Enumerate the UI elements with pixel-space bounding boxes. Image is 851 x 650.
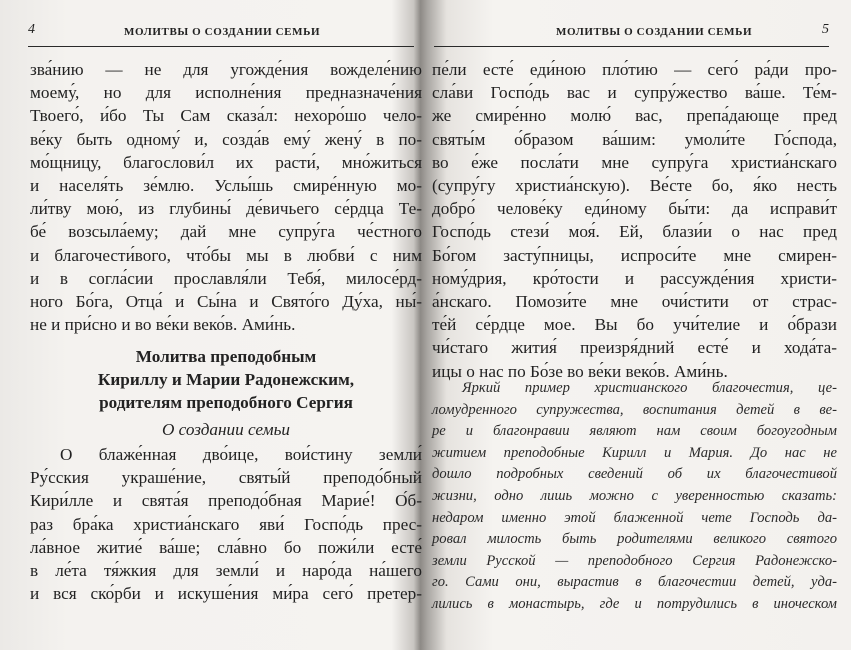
comment-line: жизни, одно лишь можно с уверенностью сказать: (432, 487, 837, 504)
running-head-left (28, 18, 414, 47)
running-head-right (434, 18, 829, 47)
heading-line: Молитва преподобным (135, 347, 317, 366)
text-line: сла́ви Госпо́дь вас и супру́жество ва́ше. Те́м- (432, 83, 837, 103)
text-line: бе́ возсыла́ему; дай мне супру́га че́стного (30, 222, 422, 242)
prayer-text-paragraph-2 (30, 443, 422, 605)
text-line: и благочести́вого, что́бы мы в любви́ с ним (30, 245, 422, 265)
text-line: в ле́та тя́жкия для земли́ и наро́да на́шего (30, 561, 422, 581)
prayer-subtitle: О создании семьи (161, 420, 291, 439)
comment-line: земли Русской — преподобного Сергия Радонежско- (432, 552, 837, 569)
page-number-left: 4 (28, 22, 35, 37)
right-page (430, 0, 851, 650)
running-head-title-left: МОЛИТВЫ О СОЗДАНИИ СЕМЬИ (124, 26, 321, 38)
text-line: Госпо́дь стези́ моя́. Ей, блази́и о нас пред (432, 222, 837, 242)
comment-line: житием преподобные Кирилл и Мария. До нас не (432, 444, 837, 461)
comment-line: ре и благонравии являют нам своим богоугодным (432, 423, 837, 440)
text-line: (супру́гу христиа́нскую). Ве́сте бо, я́ко несть (432, 176, 837, 196)
text-line: чи́стаго жития́ преизря́дний есте́ и хода́та- (432, 338, 837, 358)
text-line: Ру́сския украше́ние, святы́й преподо́бный (30, 468, 422, 488)
text-line: во е́же посла́ти мне супру́га христиа́нскаго (432, 152, 837, 172)
text-line: Кири́лле и свята́я преподо́бная Марие́! О́б- (30, 491, 422, 511)
text-line: а́нскаго. Помози́те мне очи́стити от страс- (432, 292, 837, 312)
comment-line: ровал милость быть родителями великого святого (432, 531, 837, 548)
text-line: Бо́гом засту́пницы, испроси́те мне смирен- (432, 245, 837, 265)
heading-line: родителям преподобного Сергия (99, 393, 353, 413)
text-line: ла́вное житие́ ва́ше; сла́вно бо пожи́ли есте́ (30, 537, 422, 557)
commentary-paragraph (432, 378, 837, 616)
text-line: ве́ку быть одному́ и, созда́в ему́ жену́ в по- (30, 129, 422, 149)
text-line: те́й се́рдце мое. Вы бо учи́телие и о́брази (432, 315, 837, 335)
comment-line: лились в монастырь, где и потрудились в иноческом (432, 595, 837, 612)
text-line: добро́ челове́ку еди́ному бы́ти: да исправи́т (432, 199, 837, 219)
text-line: ли́тву мою́, из глубины́ де́вичьего се́рдца Те- (30, 199, 422, 219)
page-number-right: 5 (822, 22, 829, 37)
text-line: пе́ли есте́ еди́ною пло́тию — сего́ ра́ди про- (432, 60, 837, 79)
running-head-title-right: МОЛИТВЫ О СОЗДАНИИ СЕМЬИ (556, 26, 753, 38)
comment-line: дошло подробных сведений об их благочестивой (432, 466, 837, 483)
text-line: и в согла́сии прославля́ли Тебя́, милосе́рд- (30, 268, 422, 288)
prayer-heading (30, 345, 422, 415)
text-line: раз бра́ка христиа́нскаго яви́ Госпо́дь прес- (30, 514, 422, 534)
text-line: ицы о нас по Бо́зе во ве́ки веко́в. Ами́нь. (432, 361, 728, 381)
text-line: и населя́ть зе́млю. Услы́шь смире́нную мо- (30, 176, 422, 196)
comment-line: недаром именно этой блаженной чете Господь да- (432, 509, 837, 526)
text-line: моему́, но для исполне́ния предназначе́ния (30, 83, 422, 103)
heading-line: Кириллу и Марии Радонежским, (97, 370, 355, 390)
comment-line: Яркий пример христианского благочестия, це- (462, 380, 837, 396)
comment-line: го. Сами они, вырастив в благочестии детей, уда- (432, 574, 837, 591)
text-line: О блаже́нная дво́ице, вои́стину земли́ (60, 445, 422, 464)
text-line: святы́м о́бразом ва́шим: умоли́те Го́спода, (432, 129, 837, 149)
text-line: ному́дрия, кро́тости и рассужде́ния христи- (432, 268, 837, 288)
text-line: зва́нию — не для угожде́ния вожделе́нию (30, 60, 422, 79)
prayer-text-paragraph (30, 58, 422, 336)
text-line: и вся ско́рби и искуше́ния ми́ра сего́ претер- (30, 584, 422, 604)
text-line: не и при́сно и во ве́ки веко́в. Ами́нь. (30, 315, 296, 335)
text-line: ного Бо́га, Отца́ и Сы́на и Свято́го Ду́ха, ны́- (30, 292, 422, 312)
text-line: Твоего́, и́бо Ты Сам сказа́л: нехоро́шо чело- (30, 106, 422, 126)
text-line: же смире́нно молю́ вас, препа́дающе пред (432, 106, 837, 126)
comment-line: ломудренного супружества, воспитания детей в ве- (432, 401, 837, 418)
prayer-text-continued (432, 58, 837, 383)
left-page (0, 0, 420, 650)
text-line: мо́щницу, благослови́л их расти́, мно́житься (30, 152, 422, 172)
